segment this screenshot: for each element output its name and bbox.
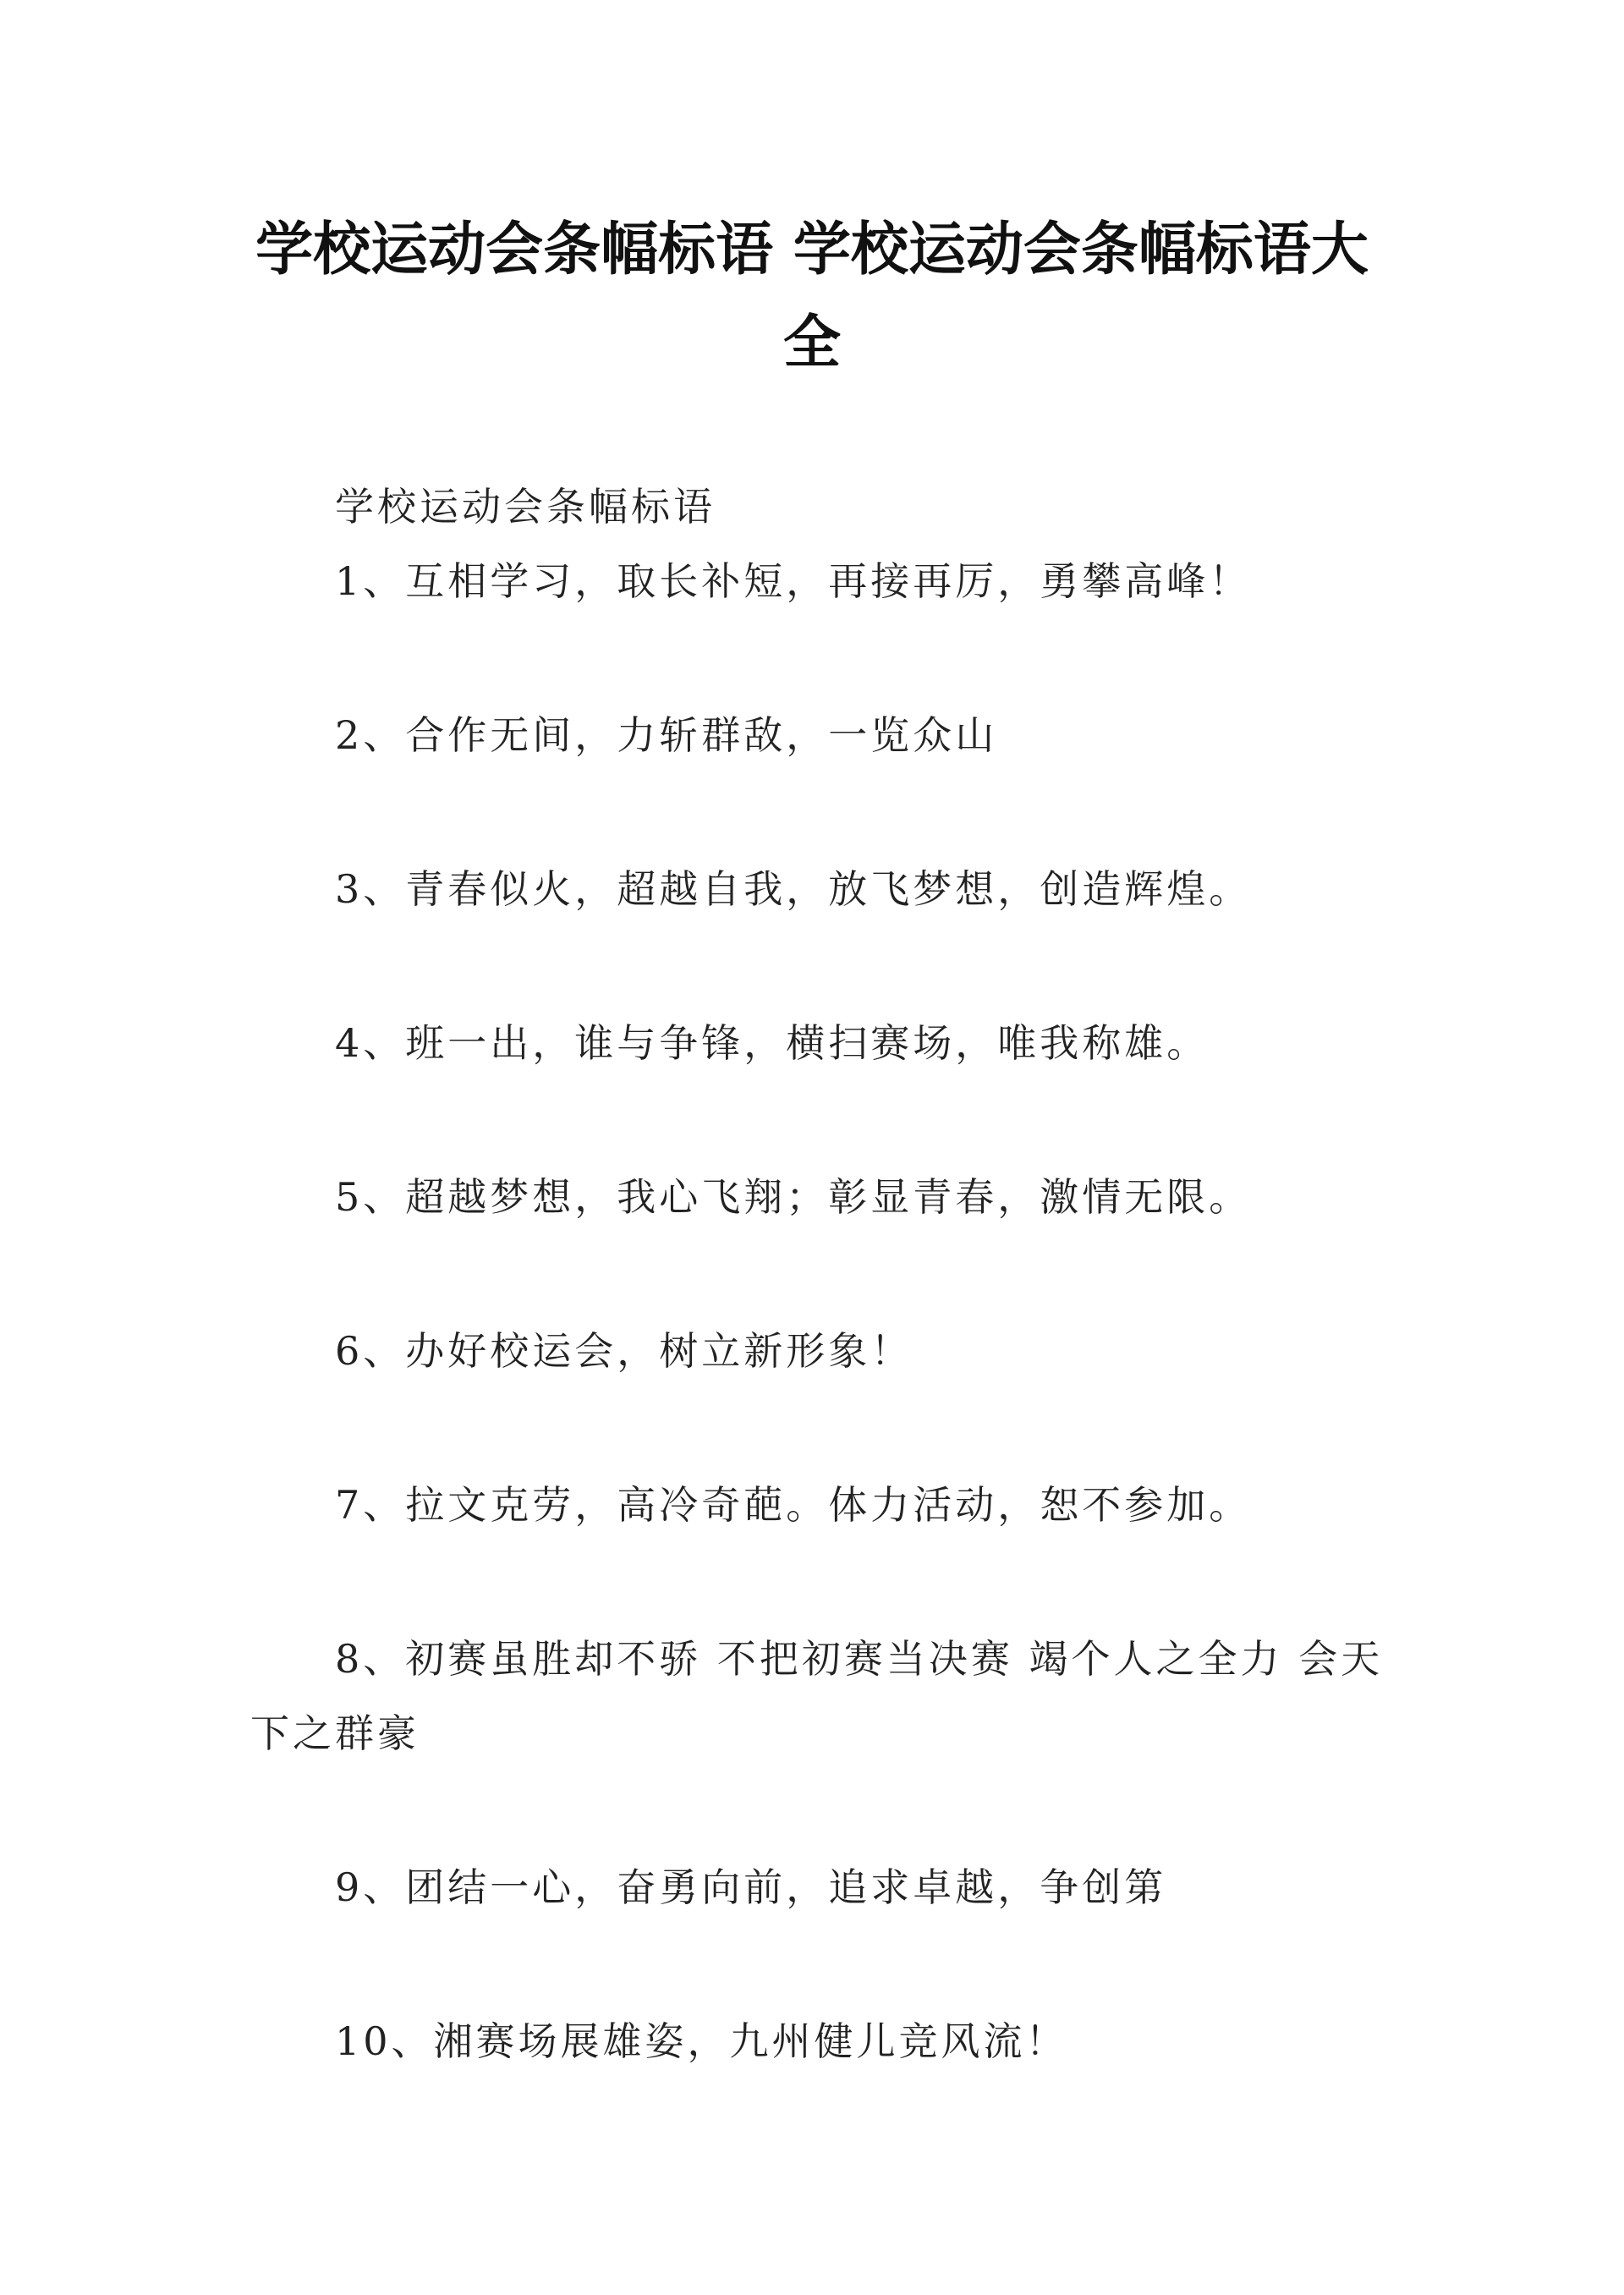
slogan-item: 2、合作无间，力斩群敌，一览众山	[335, 712, 998, 758]
slogan-item: 1、互相学习，取长补短，再接再厉，勇攀高峰！	[335, 558, 1252, 604]
slogan-item: 9、团结一心，奋勇向前，追求卓越，争创第	[335, 1864, 1167, 1910]
slogan-item: 8、初赛虽胜却不骄 不把初赛当决赛 竭个人之全力 会天下之群豪	[250, 1636, 1384, 1756]
slogan-item: 6、办好校运会，树立新形象！	[335, 1328, 914, 1374]
section-heading: 学校运动会条幅标语	[335, 484, 716, 530]
slogan-item: 7、拉文克劳，高冷奇葩。体力活动，恕不参加。	[335, 1482, 1252, 1528]
document-body	[250, 469, 1384, 2078]
slogan-item: 3、青春似火，超越自我，放飞梦想，创造辉煌。	[335, 866, 1252, 912]
document-title: 学校运动会条幅标语 学校运动会条幅标语大全	[255, 216, 1369, 376]
slogan-item: 5、超越梦想，我心飞翔；彰显青春，激情无限。	[335, 1174, 1252, 1220]
slogan-item: 10、湘赛场展雄姿，九州健儿竞风流！	[335, 2018, 1068, 2064]
slogan-item: 4、班一出，谁与争锋，横扫赛场，唯我称雄。	[335, 1020, 1210, 1066]
